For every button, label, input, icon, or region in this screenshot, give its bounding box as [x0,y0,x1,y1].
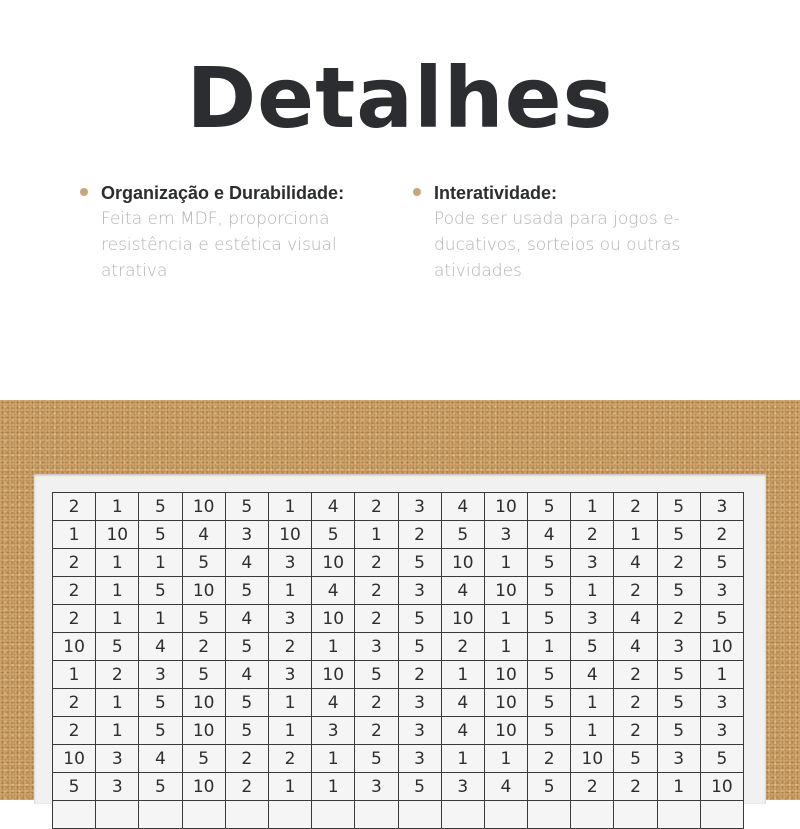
grid-cell: 3 [225,521,268,549]
grid-cell: 2 [657,549,700,577]
grid-cell: 3 [657,745,700,773]
grid-cell: 5 [182,745,225,773]
grid-cell: 2 [96,661,139,689]
grid-cell: 2 [182,633,225,661]
grid-row [53,689,744,717]
grid-row [53,521,744,549]
grid-cell: 3 [398,717,441,745]
grid-cell [528,801,571,829]
grid-cell: 1 [441,745,484,773]
grid-cell: 2 [614,717,657,745]
grid-cell: 2 [355,717,398,745]
grid-cell: 2 [53,549,96,577]
grid-cell: 3 [571,605,614,633]
grid-cell: 2 [528,745,571,773]
grid-cell: 5 [571,633,614,661]
grid-cell: 4 [441,493,484,521]
grid-cell: 5 [614,745,657,773]
grid-cell: 1 [571,689,614,717]
grid-cell: 3 [441,773,484,801]
grid-cell: 1 [355,521,398,549]
grid-cell: 10 [182,717,225,745]
grid-cell [441,801,484,829]
grid-cell: 5 [355,745,398,773]
grid-cell: 5 [700,549,743,577]
grid-cell: 2 [355,493,398,521]
grid-cell: 1 [571,577,614,605]
grid-cell: 1 [657,773,700,801]
grid-cell: 5 [398,633,441,661]
grid-cell [657,801,700,829]
grid-cell: 3 [571,549,614,577]
grid-cell: 4 [312,493,355,521]
page-title: Detalhes [186,49,614,147]
number-grid [52,492,744,829]
grid-cell: 5 [225,493,268,521]
grid-cell: 1 [312,633,355,661]
grid-cell: 3 [96,745,139,773]
grid-cell: 2 [355,689,398,717]
grid-cell: 4 [441,577,484,605]
grid-cell: 5 [700,745,743,773]
grid-cell: 10 [484,717,527,745]
grid-cell: 5 [398,605,441,633]
grid-cell: 5 [139,521,182,549]
grid-cell: 3 [484,521,527,549]
grid-cell: 1 [96,717,139,745]
grid-cell: 2 [225,745,268,773]
grid-cell: 3 [398,577,441,605]
grid-cell: 2 [614,661,657,689]
grid-cell: 4 [139,745,182,773]
grid-cell: 5 [657,689,700,717]
feature-organizacao [80,180,400,284]
grid-cell: 5 [528,661,571,689]
grid-cell: 1 [484,745,527,773]
grid-cell: 1 [96,577,139,605]
grid-cell: 3 [268,661,311,689]
grid-cell: 4 [571,661,614,689]
grid-cell: 1 [96,549,139,577]
grid-cell: 4 [182,521,225,549]
grid-cell: 3 [355,773,398,801]
grid-cell: 3 [398,493,441,521]
grid-cell: 2 [441,633,484,661]
grid-cell: 1 [268,577,311,605]
grid-cell: 4 [528,521,571,549]
grid-cell: 10 [700,773,743,801]
grid-cell: 2 [53,605,96,633]
grid-cell: 5 [528,605,571,633]
grid-cell: 1 [96,605,139,633]
grid-cell: 5 [139,689,182,717]
grid-cell: 10 [53,633,96,661]
grid-cell: 3 [268,605,311,633]
grid-cell: 1 [484,633,527,661]
grid-cell: 5 [139,493,182,521]
grid-cell: 2 [614,493,657,521]
grid-cell: 4 [225,605,268,633]
grid-cell: 2 [398,661,441,689]
grid-cell: 10 [484,689,527,717]
grid-cell: 2 [225,773,268,801]
grid-cell: 5 [528,577,571,605]
grid-cell: 2 [53,717,96,745]
grid-cell: 2 [268,633,311,661]
grid-cell: 1 [96,493,139,521]
grid-cell: 4 [312,577,355,605]
grid-cell: 3 [398,689,441,717]
grid-cell: 1 [96,689,139,717]
grid-cell: 3 [700,717,743,745]
grid-cell: 10 [441,605,484,633]
grid-cell: 1 [312,745,355,773]
grid-cell: 5 [657,521,700,549]
grid-cell: 2 [657,605,700,633]
grid-cell: 10 [441,549,484,577]
grid-cell: 3 [312,717,355,745]
grid-cell: 10 [182,689,225,717]
grid-cell: 10 [571,745,614,773]
grid-cell: 2 [53,493,96,521]
grid-cell: 5 [657,661,700,689]
grid-cell: 5 [657,493,700,521]
grid-cell: 10 [312,661,355,689]
grid-cell: 2 [571,773,614,801]
grid-cell [700,801,743,829]
grid-cell: 3 [355,633,398,661]
grid-cell: 3 [398,745,441,773]
grid-cell: 3 [268,549,311,577]
grid-cell: 10 [96,521,139,549]
grid-cell: 5 [528,549,571,577]
feature-heading: Organização e Durabilidade: [101,183,345,203]
grid-cell [312,801,355,829]
feature-interatividade [413,180,733,284]
grid-cell [268,801,311,829]
grid-cell: 1 [53,521,96,549]
grid-cell: 4 [614,549,657,577]
grid-cell: 1 [700,661,743,689]
feature-description: Feita em MDF, proporciona resistência e estética visual atrativa [101,209,337,281]
grid-cell: 5 [53,773,96,801]
grid-cell: 5 [182,549,225,577]
grid-cell: 4 [441,689,484,717]
grid-cell: 4 [614,605,657,633]
grid-cell: 5 [225,689,268,717]
grid-row [53,745,744,773]
grid-cell: 3 [657,633,700,661]
grid-row [53,773,744,801]
grid-cell: 10 [484,577,527,605]
grid-cell [355,801,398,829]
grid-cell [614,801,657,829]
grid-cell: 3 [700,577,743,605]
grid-cell: 4 [614,633,657,661]
grid-cell: 5 [182,605,225,633]
grid-cell: 5 [657,577,700,605]
grid-cell: 2 [700,521,743,549]
grid-cell: 1 [571,493,614,521]
grid-cell: 5 [528,689,571,717]
grid-cell [484,801,527,829]
grid-cell: 2 [53,689,96,717]
grid-cell: 1 [528,633,571,661]
grid-cell: 10 [182,577,225,605]
grid-cell: 5 [700,605,743,633]
grid-cell: 2 [614,577,657,605]
grid-cell: 2 [355,605,398,633]
grid-cell: 5 [139,717,182,745]
grid-cell: 1 [441,661,484,689]
grid-cell: 2 [53,577,96,605]
grid-row [53,717,744,745]
grid-cell: 1 [268,689,311,717]
grid-cell: 3 [139,661,182,689]
grid-cell: 4 [484,773,527,801]
grid-cell: 2 [614,689,657,717]
grid-cell: 5 [657,717,700,745]
grid-cell: 10 [484,661,527,689]
bullet-dot-icon [80,188,88,196]
grid-cell: 5 [225,633,268,661]
grid-cell: 10 [182,493,225,521]
grid-row [53,493,744,521]
grid-cell: 5 [139,577,182,605]
grid-cell: 10 [700,633,743,661]
grid-cell: 5 [441,521,484,549]
grid-cell: 2 [355,549,398,577]
grid-cell: 10 [312,549,355,577]
grid-cell: 4 [312,689,355,717]
grid-row [53,605,744,633]
grid-cell: 5 [96,633,139,661]
grid-cell: 3 [700,493,743,521]
grid-cell: 1 [139,549,182,577]
grid-cell: 1 [571,717,614,745]
grid-cell: 3 [700,689,743,717]
grid-cell: 10 [53,745,96,773]
grid-cell: 3 [96,773,139,801]
grid-cell: 2 [614,773,657,801]
grid-cell: 5 [225,717,268,745]
grid-cell: 5 [528,493,571,521]
grid-cell: 10 [182,773,225,801]
grid-row [53,661,744,689]
grid-cell: 4 [441,717,484,745]
grid-cell [398,801,441,829]
grid-cell: 1 [312,773,355,801]
grid-cell [182,801,225,829]
grid-cell: 10 [484,493,527,521]
grid-cell: 1 [268,493,311,521]
grid-cell: 10 [312,605,355,633]
grid-cell: 2 [268,745,311,773]
grid-cell: 1 [53,661,96,689]
grid-cell [139,801,182,829]
grid-row [53,801,744,829]
grid-cell: 1 [139,605,182,633]
grid-cell: 1 [268,773,311,801]
grid-cell: 5 [398,549,441,577]
grid-cell: 5 [528,717,571,745]
grid-cell: 2 [571,521,614,549]
grid-cell: 2 [398,521,441,549]
feature-description: Pode ser usada para jogos e-ducativos, sorteios ou outras atividades [434,209,681,281]
bullet-dot-icon [413,188,421,196]
grid-cell: 10 [268,521,311,549]
grid-cell: 4 [225,549,268,577]
grid-row [53,577,744,605]
grid-cell [571,801,614,829]
grid-cell: 4 [225,661,268,689]
grid-cell: 5 [225,577,268,605]
grid-cell [225,801,268,829]
grid-cell: 5 [355,661,398,689]
grid-cell: 2 [355,577,398,605]
grid-cell: 5 [182,661,225,689]
grid-cell: 1 [614,521,657,549]
grid-cell [53,801,96,829]
grid-cell: 5 [398,773,441,801]
grid-cell: 5 [312,521,355,549]
grid-row [53,633,744,661]
grid-cell: 5 [139,773,182,801]
grid-cell: 1 [484,549,527,577]
grid-row [53,549,744,577]
feature-heading: Interatividade: [434,183,558,203]
grid-cell [96,801,139,829]
grid-cell: 1 [268,717,311,745]
grid-cell: 5 [528,773,571,801]
grid-cell: 4 [139,633,182,661]
grid-cell: 1 [484,605,527,633]
